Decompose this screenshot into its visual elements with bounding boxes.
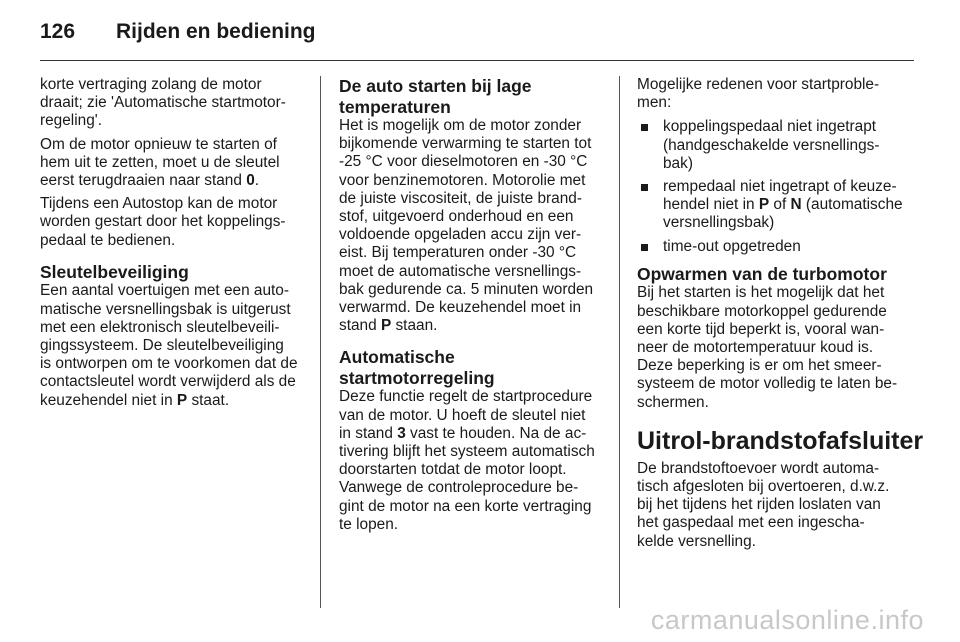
text-line: tisch afgesloten bij overtoeren, d.w.z. <box>637 477 890 495</box>
heading-text: startmotorregeling <box>339 367 495 388</box>
heading-sleutelbeveiliging <box>40 262 312 283</box>
text-line: stof, uitgevoerd onderhoud en een <box>339 208 574 226</box>
text-line: Tijdens een Autostop kan de motor <box>40 195 278 213</box>
heading-text: De auto starten bij lage <box>339 76 532 96</box>
bold-fragment: 0 <box>246 172 255 190</box>
text-line: Deze beperking is er om het smeer- <box>637 357 882 375</box>
text-fragment: keuzehendel niet in <box>40 391 177 409</box>
text-line: koppelingspedaal niet ingetrapt <box>663 118 877 136</box>
text-line: beschikbare motorkoppel gedurende <box>637 302 887 320</box>
text-line: korte vertraging zolang de motor <box>40 76 262 93</box>
text-line: te lopen. <box>339 515 399 533</box>
heading-text: Sleutelbeveiliging <box>40 261 189 282</box>
text-fragment: staat. <box>187 391 230 409</box>
text-line: pedaal te bedienen. <box>40 231 176 249</box>
text-line: regeling'. <box>40 112 102 130</box>
text-line: gingssysteem. De sleutelbeveiliging <box>40 336 284 354</box>
heading-fuel-cutoff: Uitrol-brandstofafsluiter <box>637 426 924 455</box>
text-fragment: eerst terugdraaien naar stand <box>40 172 247 190</box>
text-line: contactsleutel wordt verwijderd als de <box>40 373 296 391</box>
text-line: met een elektronisch sleutelbeveili- <box>40 318 280 336</box>
paragraph-autostop-delay <box>40 76 312 131</box>
heading-text: Automatische <box>339 347 455 368</box>
text-line: eist. Bij temperaturen onder -30 °C <box>339 244 577 262</box>
paragraph-turbo-warmup <box>637 284 915 411</box>
bold-fragment: 3 <box>397 424 406 442</box>
page-number: 126 <box>40 20 76 43</box>
text-line: gint de motor na een korte vertraging <box>339 497 592 515</box>
text-line: bak gedurende ca. 5 minuten worden <box>339 280 594 298</box>
paragraph-autostop-clutch <box>40 195 312 250</box>
text-fragment: of <box>769 196 791 214</box>
column-2 <box>339 76 611 539</box>
text-line: een korte tijd beperkt is, vooral wan- <box>637 320 885 338</box>
heading-automatic-start <box>339 347 611 388</box>
text-line <box>40 172 312 190</box>
text-fragment: vast te houden. Na de ac- <box>405 424 587 442</box>
text-line: Bij het starten is het mogelijk dat het <box>637 284 885 302</box>
heading-turbo-warmup <box>637 264 915 285</box>
header-rule <box>40 60 914 61</box>
text-line: worden gestart door het koppelings- <box>40 213 286 231</box>
text-line: Het is mogelijk om de motor zonder <box>339 117 582 134</box>
paragraph-automatic-start <box>339 388 611 534</box>
list-item <box>637 178 915 233</box>
list-item <box>637 238 915 256</box>
text-line: moet de automatische versnellings- <box>339 262 582 280</box>
text-line: voor benzinemotoren. Motorolie met <box>339 171 586 189</box>
text-line: Een aantal voertuigen met een auto- <box>40 282 289 300</box>
watermark: carmanualsonline.info <box>650 605 924 635</box>
text-line: time-out opgetreden <box>663 237 801 255</box>
text-line: van de motor. U hoeft de sleutel niet <box>339 406 586 424</box>
text-line: draait; zie 'Automatische startmotor- <box>40 94 286 112</box>
text-line: verwarmd. De keuzehendel moet in <box>339 299 582 317</box>
text-line: Mogelijke redenen voor startproble- <box>637 76 880 93</box>
paragraph-cold-start <box>339 117 611 335</box>
text-line: bij het tijdens het rijden loslaten van <box>637 496 881 514</box>
text-fragment: hendel niet in <box>663 196 759 214</box>
text-line <box>663 196 915 214</box>
text-line: systeem de motor volledig te laten be- <box>637 375 898 393</box>
text-line <box>339 425 611 443</box>
text-line: tivering blijft het systeem automatisch <box>339 443 595 461</box>
column-1 <box>40 76 312 415</box>
text-line: is ontworpen om te voorkomen dat de <box>40 355 298 373</box>
text-line: doorstarten totdat de motor loopt. <box>339 461 567 479</box>
text-line: matische versnellingsbak is uitgerust <box>40 300 291 318</box>
text-line: hem uit te zetten, moet u de sleutel <box>40 153 280 171</box>
text-line: -25 °C voor dieselmotoren en -30 °C <box>339 153 588 171</box>
bold-fragment: P <box>176 391 188 409</box>
text-line <box>40 392 312 410</box>
start-problems-list <box>637 118 915 255</box>
text-line: Deze functie regelt de startprocedure <box>339 388 593 406</box>
column-3 <box>637 76 924 556</box>
text-fragment: . <box>254 172 260 190</box>
paragraph-start-problems <box>637 76 915 112</box>
page-title: Rijden en bediening <box>116 20 316 43</box>
text-line: men: <box>637 94 672 112</box>
text-line: voldoende opgeladen accu zijn ver- <box>339 226 582 244</box>
text-line: het gaspedaal met een ingescha- <box>637 514 865 532</box>
column-divider-1 <box>320 76 321 608</box>
bold-fragment: N <box>790 196 802 214</box>
text-fragment: in stand <box>339 424 398 442</box>
list-item <box>637 118 915 173</box>
heading-cold-start <box>339 76 611 117</box>
text-line: schermen. <box>637 393 709 411</box>
heading-text: Opwarmen van de turbomotor <box>637 263 887 284</box>
text-line: neer de motortemperatuur koud is. <box>637 338 874 356</box>
text-line: De brandstoftoevoer wordt automa- <box>637 459 880 477</box>
text-line: Vanwege de controleprocedure be- <box>339 479 579 497</box>
text-fragment: (automatische <box>801 196 903 214</box>
heading-text: temperaturen <box>339 96 451 117</box>
page-header <box>40 14 920 54</box>
text-line <box>339 317 611 335</box>
paragraph-fuel-cutoff <box>637 460 915 551</box>
paragraph-restart <box>40 136 312 191</box>
text-fragment: stand <box>339 317 381 335</box>
text-line: kelde versnelling. <box>637 532 756 550</box>
text-line: (handgeschakelde versnellings- <box>663 136 880 154</box>
text-line: versnellingsbak) <box>663 214 775 232</box>
text-line: Om de motor opnieuw te starten of <box>40 135 277 153</box>
text-line: bijkomende verwarming te starten tot <box>339 135 592 153</box>
column-divider-2 <box>619 76 620 608</box>
text-line: rempedaal niet ingetrapt of keuze- <box>663 178 897 196</box>
text-fragment: staan. <box>391 317 438 335</box>
paragraph-key-lock <box>40 282 312 409</box>
text-line: de juiste viscositeit, de juiste brand- <box>339 189 582 207</box>
text-line: bak) <box>663 154 693 172</box>
bold-fragment: P <box>380 317 392 335</box>
bold-fragment: P <box>758 196 770 214</box>
